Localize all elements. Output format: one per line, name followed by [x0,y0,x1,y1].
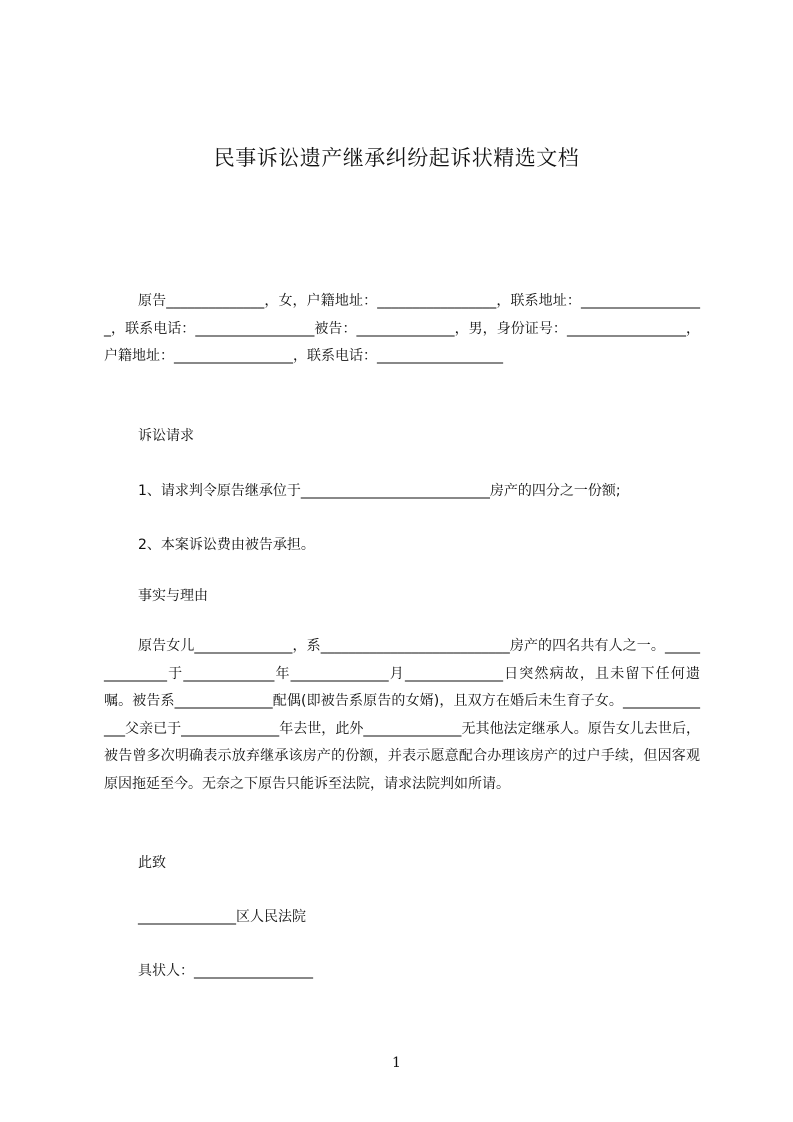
closing-salutation: 此致 [138,855,166,871]
claims-heading: 诉讼请求 [138,428,194,444]
court-name: ______________区人民法院 [138,909,306,925]
facts-paragraph: 原告女儿______________，系___________________________房产的四名共有人之一。______________于_____________年______________月______________日突然病故，且未留下任何遗嘱。被告系______________配偶(即被告系原告的女婿)，且双方在婚后未生育子女。______________父亲已于______________年去世，此外______________无其他法定继承人。原告女儿去世后，被告曾多次明确表示放弃继承该房产的份额，并表示愿意配合办理该房产的过户手续，但因客观原因拖延至今。无奈之下原告只能诉至法院，请求法院判如所请。 [104,638,700,792]
document-title: 民事诉讼遗产继承纠纷起诉状精选文档 [213,146,580,170]
claim-item-1: 1、请求判令原告继承位于___________________________房产的四分之一份额; [138,483,621,499]
parties-paragraph: 原告______________，女，户籍地址：_________________，联系地址：__________________，联系电话：_________________被告：______________，男，身份证号：_________________，户籍地址：_________________，联系电话：__________________ [104,293,700,364]
claim-item-2: 2、本案诉讼费由被告承担。 [138,537,315,553]
page-number: 1 [392,1055,401,1071]
facts-heading: 事实与理由 [138,588,208,604]
signature-line: 具状人：_________________ [138,963,313,979]
